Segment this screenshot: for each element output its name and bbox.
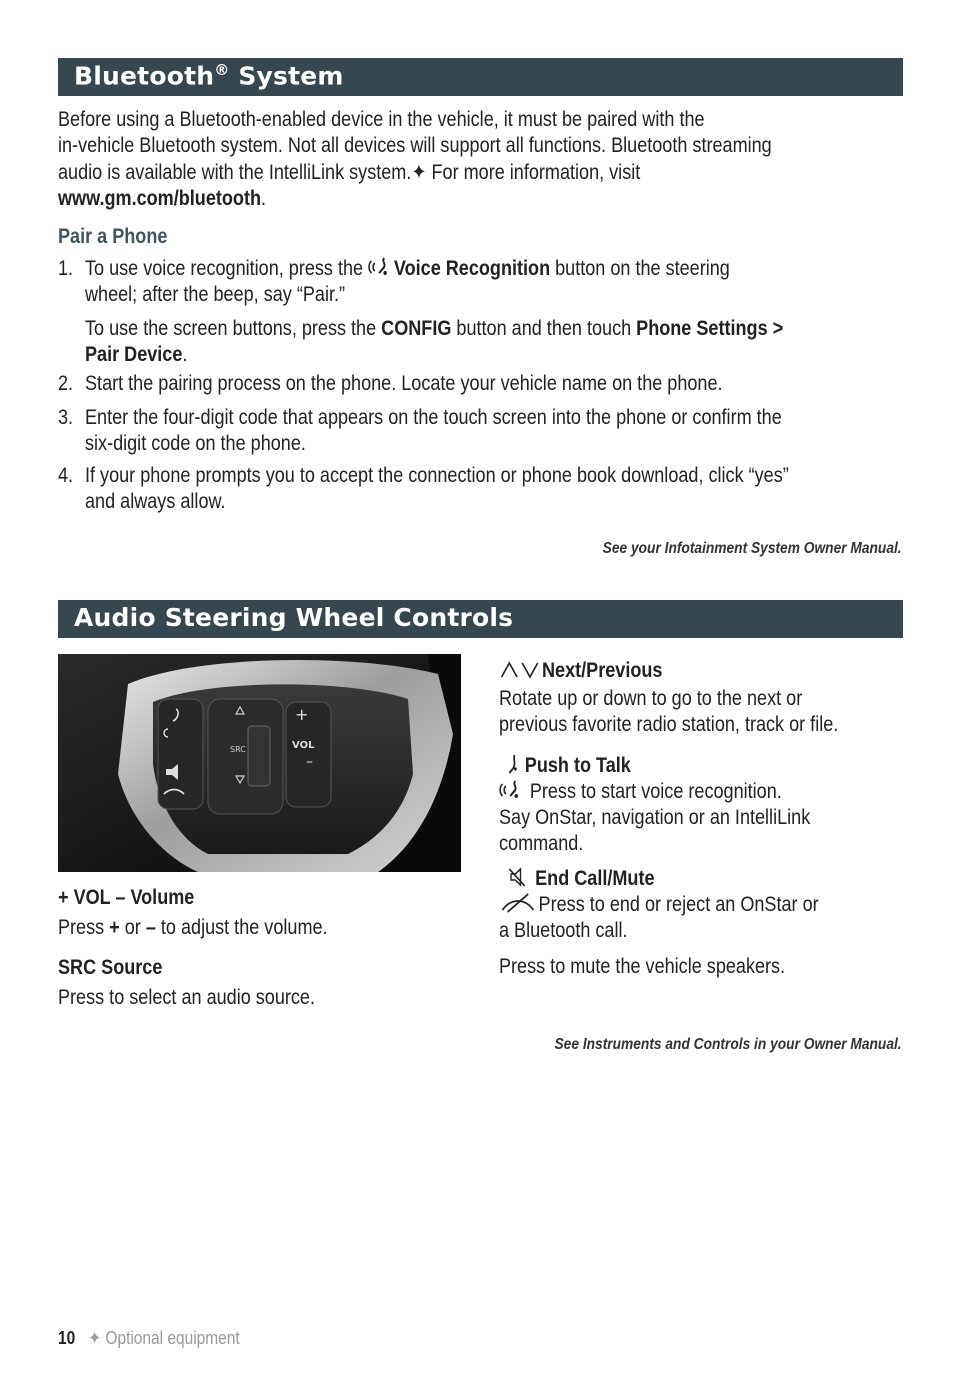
bluetooth-title-rest: System — [229, 61, 344, 91]
push-to-talk-icon — [499, 753, 525, 775]
bluetooth-section-header — [58, 58, 903, 96]
push-to-talk-description: Push to Talk Press to start voice recognition. Say OnStar, navigation or an IntelliLink command. — [499, 754, 811, 855]
image-src-label: SRC — [230, 745, 246, 754]
image-vol-label: VOL — [292, 740, 315, 751]
bluetooth-reference: See your Infotainment System Owner Manual. — [603, 540, 902, 557]
intro-line: audio is available with the IntelliLink system.✦ For more information, visit — [58, 161, 641, 184]
intro-line: in-vehicle Bluetooth system. Not all devices will support all functions. Bluetooth streaming — [58, 134, 772, 157]
next-previous-description: Next/Previous Rotate up or down to go to the next or previous favorite radio station, track or file. — [499, 659, 839, 736]
steering-wheel-photo — [58, 654, 461, 872]
step-number: 1. — [58, 257, 74, 280]
optional-mark: ✦ — [88, 1328, 102, 1348]
end-call-mute-heading: End Call/Mute — [535, 867, 655, 890]
end-call-mute-description: End Call/Mute Press to end or reject an OnStar or a Bluetooth call. Press to mute the vehicle speakers. — [499, 867, 819, 978]
end-call-icon — [499, 892, 539, 914]
pair-step-4: 4. If your phone prompts you to accept the connection or phone book download, click “yes” and always allow. — [58, 464, 789, 513]
pair-step-1: 1. To use voice recognition, press the Voice Recognition button on the steering wheel; after the beep, say “Pair.” To use the screen buttons, press the CONFIG button and then touch Phone Settings > Pair Device. — [58, 257, 784, 366]
source-description: SRC Source Press to select an audio source. — [58, 956, 316, 1009]
pair-step-2: 2. Start the pairing process on the phone. Locate your vehicle name on the phone. — [58, 372, 723, 395]
page-number: 10 — [58, 1328, 76, 1348]
mute-icon — [499, 866, 535, 888]
bluetooth-title: Bluetooth — [74, 61, 215, 91]
pair-phone-heading: Pair a Phone — [58, 225, 168, 248]
volume-heading: + VOL – Volume — [58, 886, 195, 909]
intro-line: Before using a Bluetooth-enabled device in the vehicle, it must be paired with the — [58, 108, 705, 131]
bluetooth-link[interactable]: www.gm.com/bluetooth — [58, 187, 262, 210]
image-plus-label: + — [295, 705, 309, 724]
bluetooth-intro: Before using a Bluetooth-enabled device in the vehicle, it must be paired with the in-vehicle Bluetooth system. Not all devices will support all functions. Bluetooth streaming audio is available with the IntelliLink system.✦ For more information, visit www.gm.com/bluetooth. — [58, 108, 772, 210]
step-number: 2. — [58, 372, 74, 395]
step-number: 4. — [58, 464, 74, 487]
audio-section-header — [58, 600, 903, 638]
registered-mark: ® — [214, 61, 230, 79]
page-footer — [58, 1328, 269, 1349]
image-minus-label: – — [306, 754, 313, 770]
pair-step-3: 3. Enter the four-digit code that appears on the touch screen into the phone or confirm the six-digit code on the phone. — [58, 406, 782, 455]
voice-recognition-icon — [368, 256, 394, 278]
audio-reference: See Instruments and Controls in your Owner Manual. — [554, 1036, 902, 1053]
volume-description: + VOL – Volume Press + or – to adjust the volume. — [58, 886, 328, 939]
audio-title: Audio Steering Wheel Controls — [74, 603, 514, 632]
source-heading: SRC Source — [58, 956, 163, 979]
optional-equipment-note: Optional equipment — [101, 1328, 240, 1348]
next-previous-icon — [499, 660, 542, 680]
push-to-talk-heading: Push to Talk — [524, 754, 631, 777]
step-number: 3. — [58, 406, 74, 429]
next-previous-heading: Next/Previous — [542, 659, 663, 682]
voice-recognition-icon — [499, 779, 525, 801]
